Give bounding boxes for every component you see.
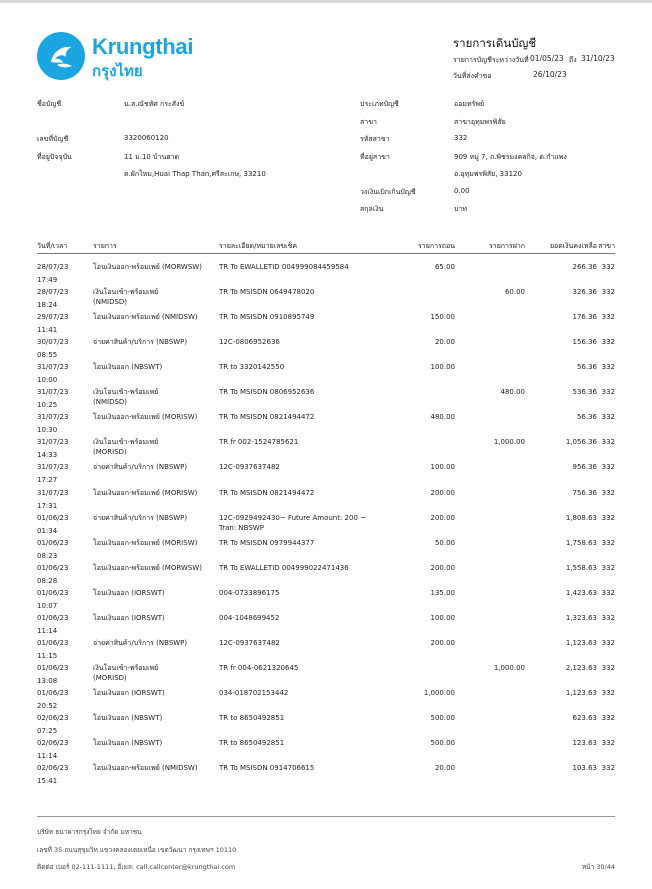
table-row <box>37 688 615 713</box>
table-row <box>37 312 615 337</box>
cell-detail: 12C-0937637482 <box>219 638 280 647</box>
cell-balance: 1,323.63 <box>565 613 597 622</box>
bank-logo <box>37 32 197 80</box>
cell-balance: 1,423.63 <box>565 588 597 597</box>
cell-balance: 326.36 <box>572 288 597 297</box>
footer-contact: ติดต่อ เบอร์ 02-111-1111, อีเมล: call.callcenter@krungthai.com <box>37 863 236 871</box>
cell-detail: 12C-0929492430~ Future Amount: 200 ~ <box>219 513 367 522</box>
cell-date: 31/07/23 <box>37 388 69 397</box>
cell-type-code: (MORISD) <box>93 448 127 457</box>
cell-withdraw: 200.00 <box>430 638 455 647</box>
cell-withdraw: 500.00 <box>430 739 455 747</box>
cell-balance: 56.36 <box>576 413 597 422</box>
table-row <box>37 563 615 588</box>
cell-detail: TR To MSISDN 0821494472 <box>219 488 315 497</box>
table-row <box>37 387 615 412</box>
col-datetime: วันที่/เวลา <box>37 242 68 250</box>
cell-branch: 332 <box>601 588 615 597</box>
cell-branch: 332 <box>601 688 615 697</box>
cell-type: โอนเงินออก (IORSWT) <box>93 588 165 597</box>
cell-time: 10:30 <box>37 426 58 435</box>
cell-type: โอนเงินออก (NBSWT) <box>93 713 163 722</box>
cell-deposit: 60.00 <box>504 288 525 297</box>
currency-value: บาท <box>454 205 467 213</box>
cell-time: 11:14 <box>37 752 58 760</box>
cell-balance: 536.36 <box>572 388 597 397</box>
cell-detail: TR To MSISDN 0821494472 <box>219 413 315 422</box>
cell-branch: 332 <box>601 388 615 397</box>
table-row <box>37 287 615 312</box>
krungthai-bird-icon <box>37 32 85 80</box>
table-row <box>37 663 615 688</box>
brand-name-th: กรุงไทย <box>92 62 143 80</box>
top-border <box>0 0 652 3</box>
table-row <box>37 713 615 738</box>
address-label: ที่อยู่ปัจจุบัน <box>37 153 72 161</box>
cell-detail: TR to 8650492851 <box>219 739 285 747</box>
col-detail: รายละเอียด/หมายเลขเช็ค <box>219 242 297 250</box>
cell-balance: 956.36 <box>572 463 597 472</box>
cell-detail: 004-1048699452 <box>219 613 280 622</box>
cell-withdraw: 20.00 <box>434 338 455 347</box>
cell-type: โอนเงินออก-พร้อมเพย์ (MORWSW) <box>93 563 202 572</box>
cell-type-code: (NMIDSD) <box>93 398 128 407</box>
cell-time: 01:34 <box>37 526 58 535</box>
account-type-label: ประเภทบัญชี <box>360 100 399 108</box>
account-name-value: น.ส.ณัชทัศ กระสังข์ <box>124 100 185 108</box>
cell-detail: TR to 3320142550 <box>219 363 285 372</box>
cell-date: 01/06/23 <box>37 613 69 622</box>
cell-type: โอนเงินออก-พร้อมเพย์ (NMIDSW) <box>93 764 198 772</box>
cell-time: 13:08 <box>37 676 58 685</box>
cell-branch: 332 <box>601 613 615 622</box>
cell-date: 02/06/23 <box>37 713 69 722</box>
cell-balance: 1,056.36 <box>565 438 597 447</box>
cell-date: 01/06/23 <box>37 513 69 522</box>
cell-detail: TR To MSISDN 0806952636 <box>219 388 315 397</box>
cell-balance: 623.63 <box>572 713 597 722</box>
branch-value: สาขาอุทุมพรพิสัย <box>454 118 506 126</box>
cell-type: โอนเงินออก-พร้อมเพย์ (MORISW) <box>93 538 198 547</box>
account-number-label: เลขที่บัญชี <box>37 135 69 143</box>
cell-withdraw: 135.00 <box>430 588 455 597</box>
table-row <box>37 613 615 638</box>
cell-date: 01/06/23 <box>37 588 69 597</box>
col-branch: สาขา <box>598 242 615 250</box>
cell-time: 10:07 <box>37 601 58 610</box>
cell-time: 15:41 <box>37 777 58 785</box>
cell-type: โอนเงินออก-พร้อมเพย์ (NMIDSW) <box>93 313 198 322</box>
cell-branch: 332 <box>601 338 615 347</box>
cell-balance: 756.36 <box>572 488 597 497</box>
issued-date: 26/10/23 <box>533 70 567 79</box>
cell-branch: 332 <box>601 313 615 322</box>
cell-balance: 103.63 <box>572 764 597 772</box>
cell-branch: 332 <box>601 463 615 472</box>
cell-date: 01/06/23 <box>37 638 69 647</box>
cell-withdraw: 200.00 <box>430 513 455 522</box>
cell-time: 18:24 <box>37 301 58 310</box>
table-header <box>37 238 615 254</box>
cell-detail: 004-0733896175 <box>219 588 280 597</box>
cell-type: เงินโอนเข้า-พร้อมเพย์ <box>93 438 159 447</box>
cell-type: จ่ายค่าสินค้า/บริการ (NBSWP) <box>93 638 188 647</box>
cell-detail: TR To MSISDN 0910895749 <box>219 313 315 322</box>
cell-type: โอนเงินออก (IORSWT) <box>93 688 165 697</box>
cell-type: โอนเงินออก (NBSWT) <box>93 739 163 747</box>
cell-branch: 332 <box>601 438 615 447</box>
cell-time: 20:52 <box>37 701 58 710</box>
cell-withdraw: 1,000.00 <box>423 688 455 697</box>
page-number: หน้า 30/44 <box>581 863 615 871</box>
cell-type: เงินโอนเข้า-พร้อมเพย์ <box>93 388 159 397</box>
currency-label: สกุลเงิน <box>360 205 384 213</box>
cell-time: 10:00 <box>37 376 58 385</box>
cell-deposit: 480.00 <box>500 388 525 397</box>
branch-address-line2: อ.อุทุมพรพิสัย, 33120 <box>454 170 522 178</box>
table-row <box>37 538 615 563</box>
cell-branch: 332 <box>601 513 615 522</box>
table-row <box>37 588 615 613</box>
col-withdraw: รายการถอน <box>418 242 455 250</box>
cell-type: โอนเงินออก (IORSWT) <box>93 613 165 622</box>
cell-type: โอนเงินออก-พร้อมเพย์ (MORISW) <box>93 488 198 497</box>
cell-withdraw: 50.00 <box>434 538 455 547</box>
cell-branch: 332 <box>601 713 615 722</box>
cell-withdraw: 500.00 <box>430 713 455 722</box>
cell-withdraw: 65.00 <box>434 263 455 271</box>
cell-branch: 332 <box>601 263 615 271</box>
cell-type: เงินโอนเข้า-พร้อมเพย์ <box>93 288 159 297</box>
cell-detail: 034-018702153442 <box>219 688 289 697</box>
cell-date: 01/06/23 <box>37 688 69 697</box>
cell-detail: TR fr 002-1524785621 <box>219 438 299 447</box>
cell-withdraw: 100.00 <box>430 613 455 622</box>
cell-withdraw: 20.00 <box>434 764 455 772</box>
cell-type: โอนเงินออก-พร้อมเพย์ (MORWSW) <box>93 263 202 271</box>
cell-balance: 176.36 <box>572 313 597 322</box>
cell-type: จ่ายค่าสินค้า/บริการ (NBSWP) <box>93 338 188 347</box>
cell-balance: 2,123.63 <box>565 663 597 672</box>
footer-company: บริษัท ธนาคารกรุงไทย จำกัด มหาชน <box>37 828 142 836</box>
cell-type: โอนเงินออก (NBSWT) <box>93 363 163 372</box>
branch-address-line1: 909 หมู่ 7, ถ.พิชรมงคลกิจ, ต.กำแพง <box>454 153 567 161</box>
range-from: 01/05/23 <box>530 54 564 63</box>
cell-time: 07:25 <box>37 726 58 735</box>
cell-detail: TR To MSISDN 0979944377 <box>219 538 315 547</box>
cell-balance: 1,123.63 <box>565 638 597 647</box>
cell-time: 10:25 <box>37 401 58 410</box>
cell-type: จ่ายค่าสินค้า/บริการ (NBSWP) <box>93 463 188 472</box>
table-row <box>37 362 615 387</box>
cell-balance: 1,808.63 <box>565 513 597 522</box>
overdraft-label: วงเงินเบิกเกินบัญชี <box>360 188 416 196</box>
cell-balance: 1,123.63 <box>565 688 597 697</box>
cell-balance: 266.36 <box>572 263 597 271</box>
col-deposit: รายการฝาก <box>489 242 525 250</box>
cell-branch: 332 <box>601 764 615 772</box>
table-row <box>37 488 615 513</box>
col-balance: ยอดเงินคงเหลือ <box>549 242 597 250</box>
cell-withdraw: 200.00 <box>430 488 455 497</box>
cell-detail: 12C-0806952636 <box>219 338 280 347</box>
table-row <box>37 337 615 362</box>
cell-balance: 1,758.63 <box>565 538 597 547</box>
cell-date: 01/06/23 <box>37 563 69 572</box>
table-row <box>37 513 615 538</box>
cell-withdraw: 200.00 <box>430 563 455 572</box>
cell-date: 30/07/23 <box>37 338 69 347</box>
account-number-value: 3320060120 <box>124 134 169 142</box>
cell-time: 08:55 <box>37 351 58 360</box>
cell-branch: 332 <box>601 413 615 422</box>
cell-branch: 332 <box>601 638 615 647</box>
cell-date: 02/06/23 <box>37 764 69 772</box>
cell-date: 31/07/23 <box>37 438 69 447</box>
cell-detail: TR To MSISDN 0649478020 <box>219 288 315 297</box>
table-row <box>37 437 615 462</box>
cell-detail: TR To MSISDN 0914706615 <box>219 764 315 772</box>
cell-type: เงินโอนเข้า-พร้อมเพย์ <box>93 663 159 672</box>
table-row <box>37 638 615 663</box>
cell-type: จ่ายค่าสินค้า/บริการ (NBSWP) <box>93 513 188 522</box>
cell-time: 11:41 <box>37 326 58 335</box>
cell-time: 17:31 <box>37 501 58 510</box>
cell-time: 11:15 <box>37 651 58 660</box>
account-type-value: ออมทรัพย์ <box>454 100 485 108</box>
footer-address: เลขที่ 35 ถนนสุขุมวิท แขวงคลองเตยเหนือ เขตวัฒนา กรุงเทพฯ 10110 <box>37 846 237 854</box>
branch-code-value: 332 <box>454 134 468 142</box>
brand-name-en: Krungthai <box>92 34 194 59</box>
cell-date: 01/06/23 <box>37 663 69 672</box>
cell-detail: 12C-0937637482 <box>219 463 280 472</box>
cell-detail: TR To EWALLETID 004999084459584 <box>219 263 349 271</box>
cell-type: โอนเงินออก-พร้อมเพย์ (MORISW) <box>93 413 198 422</box>
cell-type-code: (NMIDSD) <box>93 298 128 307</box>
branch-code-label: รหัสสาขา <box>360 135 390 143</box>
address-line2: ต.ผักไหม,Huai Thap Than,ศรีสะเกษ, 33210 <box>124 170 266 178</box>
cell-time: 14:33 <box>37 451 58 460</box>
table-row <box>37 462 615 487</box>
document-title: รายการเดินบัญชี <box>453 36 537 50</box>
cell-detail-extra: Tran: NBSWP <box>219 523 264 532</box>
cell-time: 08:28 <box>37 576 58 585</box>
cell-branch: 332 <box>601 363 615 372</box>
cell-date: 28/07/23 <box>37 263 69 271</box>
col-type: รายการ <box>93 242 117 250</box>
cell-detail: TR to 8650492851 <box>219 713 285 722</box>
cell-date: 29/07/23 <box>37 313 69 322</box>
overdraft-value: 0.00 <box>454 187 470 195</box>
cell-branch: 332 <box>601 663 615 672</box>
cell-date: 31/07/23 <box>37 363 69 372</box>
cell-branch: 332 <box>601 288 615 297</box>
range-to-label: ถึง <box>569 56 577 64</box>
address-line1: 11 ม.10 บ้านฮาด <box>124 153 180 161</box>
cell-date: 02/06/23 <box>37 739 69 747</box>
cell-type-code: (MORISD) <box>93 673 127 682</box>
cell-withdraw: 100.00 <box>430 363 455 372</box>
issued-label: วันที่ส่งคำขอ <box>453 72 492 80</box>
cell-balance: 1,558.63 <box>565 563 597 572</box>
cell-time: 17:49 <box>37 276 58 284</box>
cell-time: 11:14 <box>37 626 58 635</box>
account-name-label: ชื่อบัญชี <box>37 100 62 108</box>
cell-date: 31/07/23 <box>37 413 69 422</box>
cell-branch: 332 <box>601 563 615 572</box>
table-row <box>37 763 615 788</box>
cell-detail: TR To EWALLETID 004999022471436 <box>219 563 349 572</box>
range-label: รายการบัญชีระหว่างวันที่ <box>453 56 529 64</box>
cell-withdraw: 150.00 <box>430 313 455 322</box>
cell-branch: 332 <box>601 538 615 547</box>
cell-branch: 332 <box>601 739 615 747</box>
cell-detail: TR fr 004-0621320645 <box>219 663 299 672</box>
cell-date: 01/06/23 <box>37 538 69 547</box>
cell-balance: 123.63 <box>572 739 597 747</box>
cell-balance: 156.36 <box>572 338 597 347</box>
cell-deposit: 1,000.00 <box>493 438 525 447</box>
cell-branch: 332 <box>601 488 615 497</box>
cell-deposit: 1,000.00 <box>493 663 525 672</box>
cell-date: 31/07/23 <box>37 488 69 497</box>
cell-withdraw: 100.00 <box>430 463 455 472</box>
cell-time: 08:23 <box>37 551 58 560</box>
cell-withdraw: 480.00 <box>430 413 455 422</box>
cell-date: 31/07/23 <box>37 463 69 472</box>
branch-label: สาขา <box>360 118 377 126</box>
table-row <box>37 738 615 763</box>
cell-date: 28/07/23 <box>37 288 69 297</box>
cell-balance: 56.36 <box>576 363 597 372</box>
table-row <box>37 412 615 437</box>
branch-address-label: ที่อยู่สาขา <box>360 153 390 161</box>
footer-divider <box>37 816 615 817</box>
cell-time: 17:27 <box>37 476 58 485</box>
range-to: 31/10/23 <box>581 54 615 63</box>
table-row <box>37 262 615 287</box>
